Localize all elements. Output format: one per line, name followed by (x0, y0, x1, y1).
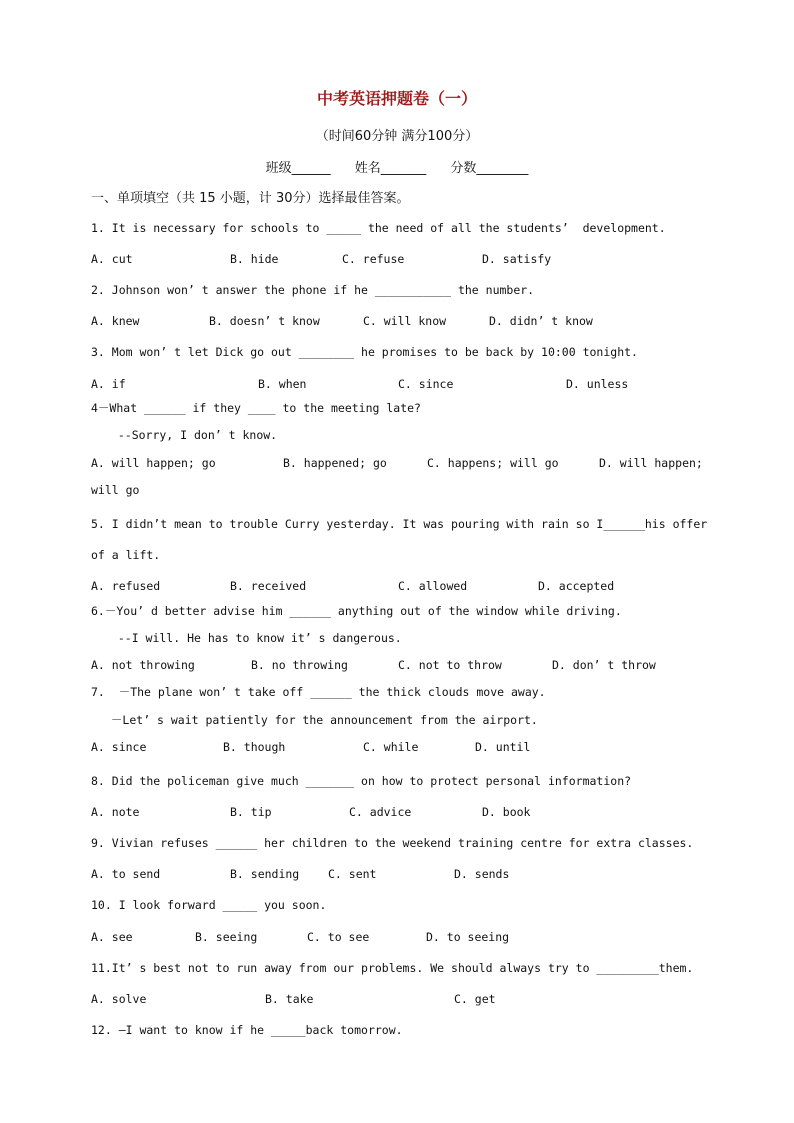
option-d: D. will happen; (599, 456, 703, 470)
question-reply: --I will. He has to know it’ s dangerous. (104, 631, 402, 645)
section-title: 一、单项填空（共 15 小题，计 30分）选择最佳答案。 (91, 191, 410, 206)
option-b: B. happened; go (283, 456, 387, 470)
question-stem: 8. Did the policeman give much _______ on how to protect personal information? (91, 774, 632, 788)
option-c: C. sent (328, 867, 377, 881)
question-stem: 11.It’ s best not to run away from our problems. We should always try to _________them. (91, 961, 694, 975)
question-stem: 3. Mom won’ t let Dick go out ________ he promises to be back by 10:00 tonight. (91, 345, 638, 359)
student-info-line (0, 157, 794, 176)
question-stem: 12. —I want to know if he _____back tomorrow. (91, 1023, 403, 1037)
option-d: D. don’ t throw (552, 658, 656, 672)
option-a: A. to send (91, 867, 161, 881)
option-a: A. cut (91, 252, 133, 266)
option-b: B. when (258, 377, 307, 391)
option-a: A. note (91, 805, 140, 819)
option-a: A. if (91, 377, 126, 391)
question-stem: 4－What ______ if they ____ to the meeting late? (91, 401, 421, 415)
question-stem: 10. I look forward _____ you soon. (91, 898, 327, 912)
class-field: 班级______ (265, 161, 331, 176)
option-d: D. unless (566, 377, 629, 391)
option-a: A. see (91, 930, 133, 944)
option-d: D. accepted (538, 579, 615, 593)
option-b: B. received (230, 579, 307, 593)
question-reply: --Sorry, I don’ t know. (104, 428, 278, 442)
question-stem: 5. I didn’t mean to trouble Curry yesterday. It was pouring with rain so I______his offer (91, 517, 708, 531)
option-c: C. will know (363, 314, 447, 328)
option-c: C. while (363, 740, 419, 754)
name-field: 姓名_______ (354, 161, 427, 176)
exam-subtitle: （时间60分钟 满分100分） (315, 129, 479, 144)
option-c: C. since (398, 377, 454, 391)
option-c: C. happens; will go (427, 456, 559, 470)
option-c: C. refuse (342, 252, 405, 266)
question-stem: 1. It is necessary for schools to _____ the need of all the students’ development. (91, 221, 666, 235)
option-a: A. since (91, 740, 147, 754)
question-stem: 6.－You’ d better advise him ______ anything out of the window while driving. (91, 604, 622, 618)
option-d: D. to seeing (426, 930, 510, 944)
option-b: B. no throwing (251, 658, 348, 672)
option-d: D. until (475, 740, 531, 754)
option-d: D. didn’ t know (489, 314, 593, 328)
option-b: B. seeing (195, 930, 258, 944)
score-field: 分数________ (450, 161, 529, 176)
option-a: A. refused (91, 579, 161, 593)
option-b: B. hide (230, 252, 279, 266)
option-a: A. will happen; go (91, 456, 216, 470)
option-b: B. though (223, 740, 286, 754)
option-d: D. book (482, 805, 531, 819)
question-stem-cont: of a lift. (91, 548, 161, 562)
question-stem: 2. Johnson won’ t answer the phone if he ___________ the number. (91, 283, 535, 297)
option-d: D. sends (454, 867, 510, 881)
option-d: D. satisfy (482, 252, 552, 266)
option-c: C. not to throw (398, 658, 502, 672)
option-b: B. doesn’ t know (209, 314, 320, 328)
option-b: B. sending (230, 867, 300, 881)
option-a: A. solve (91, 992, 147, 1006)
question-stem: 9. Vivian refuses ______ her children to the weekend training centre for extra classes. (91, 836, 694, 850)
option-b: B. take (265, 992, 314, 1006)
question-stem: 7. －The plane won’ t take off ______ the thick clouds move away. (91, 685, 546, 699)
option-a: A. not throwing (91, 658, 195, 672)
option-c: C. get (454, 992, 496, 1006)
option-c: C. to see (307, 930, 370, 944)
option-c: C. advice (349, 805, 412, 819)
option-b: B. tip (230, 805, 272, 819)
option-c: C. allowed (398, 579, 468, 593)
question-reply: －Let’ s wait patiently for the announcement from the airport. (104, 713, 538, 727)
option-a: A. knew (91, 314, 140, 328)
exam-title: 中考英语押题卷（一） (316, 89, 477, 108)
option-d-wrap: will go (91, 483, 140, 497)
